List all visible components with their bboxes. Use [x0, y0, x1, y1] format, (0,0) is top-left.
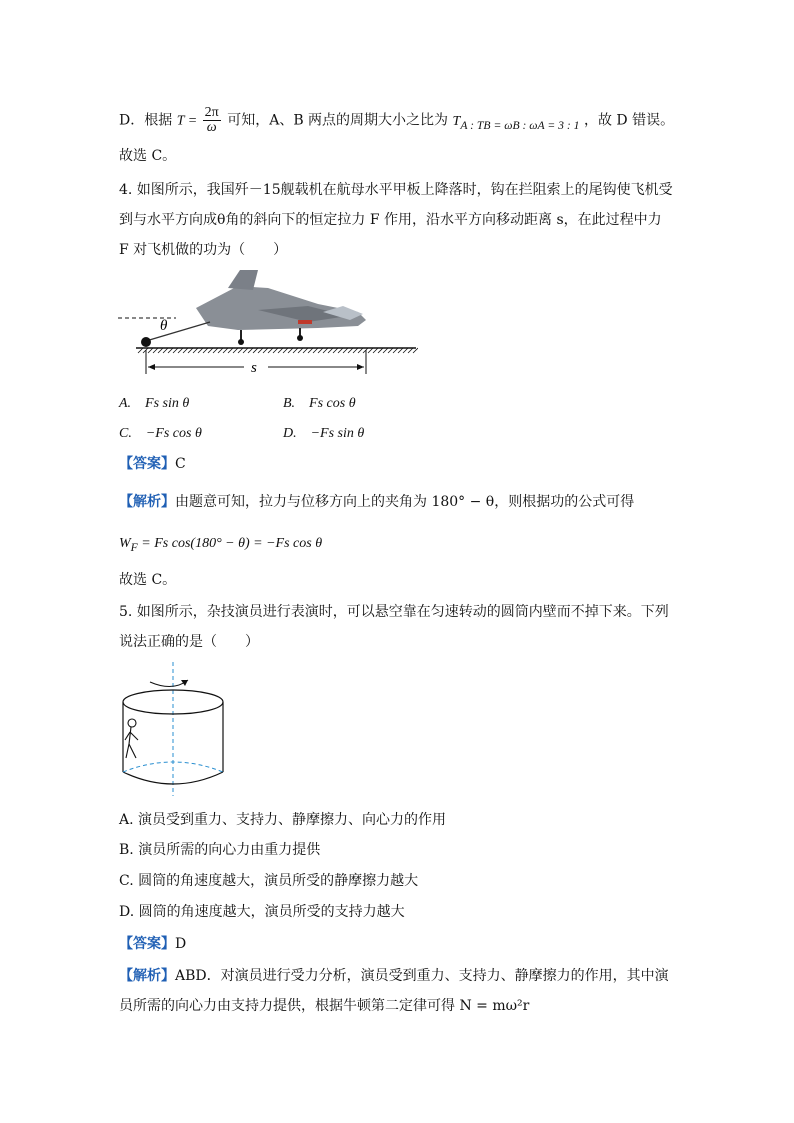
period-fraction [203, 106, 221, 135]
d-suffix: ，故 D 错误。 [583, 112, 675, 129]
q5-analysis-line1 [119, 966, 669, 986]
fraction-denominator: ω [206, 120, 217, 135]
d-prefix: D．根据 [119, 112, 173, 129]
jet-aircraft-image [196, 270, 366, 345]
answer-tag: 【答案】 [119, 456, 175, 472]
q5-option-a: A. 演员受到重力、支持力、静摩擦力、向心力的作用 [119, 812, 447, 828]
analysis-tag: 【解析】 [119, 494, 175, 510]
choose-c-first: 故选 C。 [119, 148, 177, 164]
cable-anchor [141, 337, 151, 347]
q4-stem-line1: 4. 如图所示，我国歼－15舰载机在航母水平甲板上降落时，钩在拦阻索上的尾钩使飞机受 [119, 182, 673, 198]
answer-tag: 【答案】 [119, 936, 175, 952]
q5-stem-line2: 说法正确的是（ ） [119, 634, 259, 650]
distance-s-label: s [251, 360, 257, 376]
period-ratio-3: B : ω [512, 118, 538, 132]
q4-answer [119, 454, 186, 474]
q4-stem-line3: F 对飞机做的功为（ ） [119, 242, 288, 258]
q4-option-d: D. −Fs sin θ [283, 426, 365, 441]
q5-answer [119, 934, 186, 954]
analysis-tag: 【解析】 [119, 968, 175, 984]
q4-answer-value: C [175, 456, 186, 472]
arrest-cable [146, 322, 210, 341]
q5-option-c: C. 圆筒的角速度越大，演员所受的静摩擦力越大 [119, 873, 419, 889]
q4-analysis-text: 由题意可知，拉力与位移方向上的夹角为 180° − θ，则根据功的公式可得 [175, 494, 635, 510]
q5-option-d: D. 圆筒的角速度越大，演员所受的支持力越大 [119, 904, 405, 920]
d-formula-lhs: T = [176, 113, 201, 129]
q4-option-c: C. −Fs cos θ [119, 426, 202, 441]
q4-option-b: B. Fs cos θ [283, 396, 356, 411]
q5-stem-line1: 5. 如图所示，杂技演员进行表演时，可以悬空靠在匀速转动的圆筒内壁而不掉下来。下列 [119, 604, 669, 620]
deck-hatching [138, 348, 418, 353]
q5-option-b: B. 演员所需的向心力由重力提供 [119, 842, 321, 858]
q4-option-a: A. Fs sin θ [119, 396, 190, 411]
period-ratio: $T_{A : T}$ [452, 113, 484, 132]
q5-analysis-text1: ABD．对演员进行受力分析，演员受到重力、支持力、静摩擦力的作用，其中演 [175, 968, 669, 984]
q4-work-formula: $W_F = Fs$ cos(180° − θ) = −Fs cos θ [119, 536, 323, 554]
q4-analysis [119, 492, 634, 512]
performer-stick-figure [125, 719, 138, 758]
theta-label: θ [160, 318, 168, 334]
option-d-explanation [119, 106, 674, 135]
q4-stem-line2: 到与水平方向成θ角的斜向下的恒定拉力 F 作用，沿水平方向移动距离 s，在此过程中力 [119, 212, 662, 228]
rotating-cylinder-figure [118, 660, 228, 800]
period-ratio-4: A = 3 : 1 [537, 118, 580, 132]
jet-landing-figure [118, 268, 418, 378]
q5-answer-value: D [175, 936, 187, 952]
period-ratio-2: B = ω [483, 118, 513, 132]
q5-analysis-line2: 员所需的向心力由支持力提供，根据牛顿第二定律可得 N = mω²r [119, 998, 530, 1014]
fraction-numerator: 2π [204, 105, 219, 120]
q4-choose: 故选 C。 [119, 572, 177, 588]
d-middle-text: 可知，A、B 两点的周期大小之比为 [227, 112, 449, 129]
